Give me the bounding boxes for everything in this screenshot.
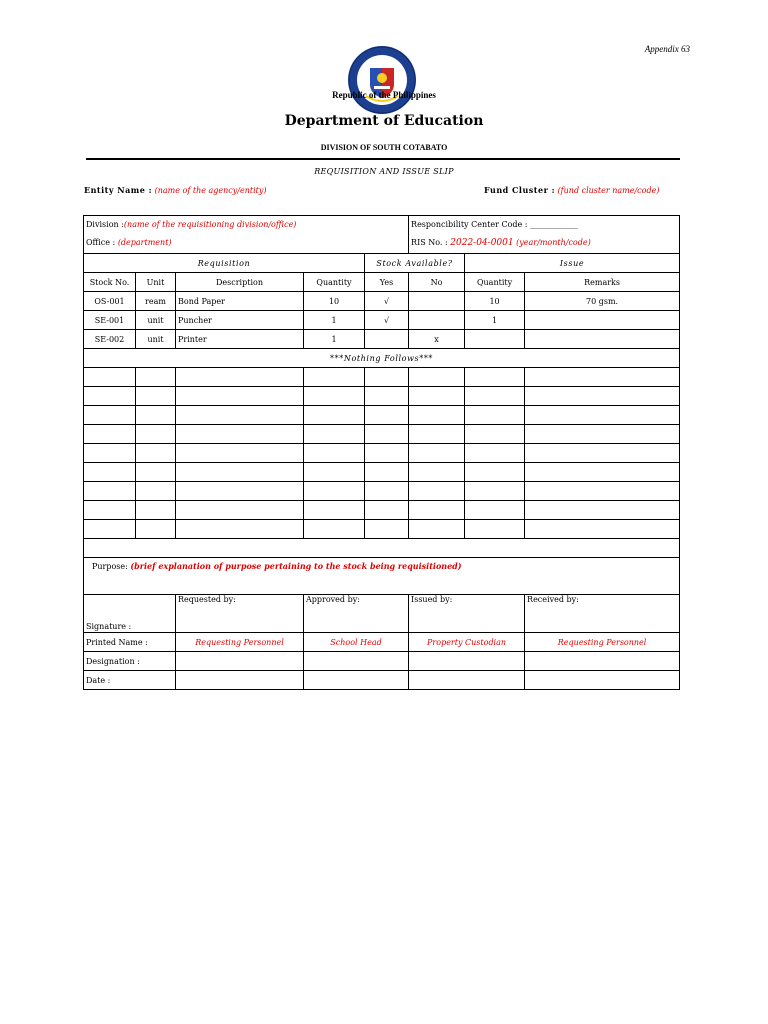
division-office-cell	[84, 216, 409, 254]
blank-cell[interactable]	[304, 387, 365, 406]
ris-no-value[interactable]: 2022-04-0001	[450, 238, 514, 248]
description-cell[interactable]: Puncher	[176, 311, 304, 330]
issue-quantity-cell[interactable]: 10	[465, 292, 525, 311]
description-cell[interactable]: Printer	[176, 330, 304, 349]
blank-cell[interactable]	[465, 368, 525, 387]
requested-by-date[interactable]	[176, 671, 304, 690]
blank-cell[interactable]	[525, 425, 680, 444]
fund-cluster-value[interactable]: (fund cluster name/code)	[557, 186, 660, 195]
spacer-row	[84, 539, 680, 558]
requested-by-name[interactable]: Requesting Personnel	[176, 633, 304, 652]
issued-by-designation[interactable]	[409, 652, 525, 671]
col-unit: Unit	[136, 273, 176, 292]
purpose-cell	[84, 558, 680, 595]
blank-cell[interactable]	[176, 387, 304, 406]
blank-cell[interactable]	[409, 501, 465, 520]
blank-cell[interactable]	[84, 387, 136, 406]
issued-by-header: Issued by:	[409, 595, 525, 633]
blank-row	[84, 406, 680, 425]
blank-cell[interactable]	[409, 368, 465, 387]
blank-row	[84, 482, 680, 501]
blank-cell[interactable]	[465, 387, 525, 406]
approved-by-header: Approved by:	[304, 595, 409, 633]
blank-cell[interactable]	[465, 406, 525, 425]
date-label: Date :	[84, 671, 176, 690]
blank-cell[interactable]	[409, 520, 465, 539]
blank-cell[interactable]	[365, 387, 409, 406]
table-row	[84, 330, 680, 349]
blank-cell[interactable]	[409, 425, 465, 444]
blank-cell[interactable]	[84, 406, 136, 425]
blank-cell[interactable]	[525, 520, 680, 539]
entity-name-value[interactable]: (name of the agency/entity)	[154, 186, 267, 195]
requisition-table	[83, 215, 680, 690]
col-issue-quantity: Quantity	[465, 273, 525, 292]
yes-cell[interactable]: √	[365, 311, 409, 330]
blank-row	[84, 463, 680, 482]
blank-row	[84, 501, 680, 520]
no-cell[interactable]	[409, 311, 465, 330]
blank-cell[interactable]	[365, 368, 409, 387]
received-by-name[interactable]: Requesting Personnel	[525, 633, 680, 652]
stock-no-cell[interactable]: SE-002	[84, 330, 136, 349]
unit-cell[interactable]: unit	[136, 311, 176, 330]
purpose-label: Purpose:	[92, 562, 128, 571]
entity-name-label: Entity Name :	[84, 185, 153, 195]
requested-by-designation[interactable]	[176, 652, 304, 671]
blank-cell[interactable]	[84, 520, 136, 539]
remarks-cell[interactable]: 70 gsm.	[525, 292, 680, 311]
blank-cell[interactable]	[84, 463, 136, 482]
requisition-group-header: Requisition	[84, 254, 365, 273]
description-cell[interactable]: Bond Paper	[176, 292, 304, 311]
blank-cell[interactable]	[465, 425, 525, 444]
blank-cell[interactable]	[176, 482, 304, 501]
blank-cell[interactable]	[176, 501, 304, 520]
blank-cell[interactable]	[304, 482, 365, 501]
blank-row	[84, 425, 680, 444]
blank-cell[interactable]	[525, 444, 680, 463]
blank-cell[interactable]	[84, 501, 136, 520]
blank-cell[interactable]	[365, 520, 409, 539]
blank-cell[interactable]	[136, 444, 176, 463]
rcc-ris-cell	[409, 216, 680, 254]
table-row	[84, 292, 680, 311]
appendix-label: Appendix 63	[644, 44, 690, 54]
col-quantity: Quantity	[304, 273, 365, 292]
issue-quantity-cell[interactable]	[465, 330, 525, 349]
quantity-cell[interactable]: 10	[304, 292, 365, 311]
fund-cluster-field	[484, 185, 659, 195]
blank-cell[interactable]	[465, 482, 525, 501]
received-by-designation[interactable]	[525, 652, 680, 671]
blank-cell[interactable]	[304, 425, 365, 444]
division-value[interactable]: (name of the requisitioning division/office)	[123, 220, 297, 229]
form-title: REQUISITION AND ISSUE SLIP	[314, 167, 454, 176]
remarks-cell[interactable]	[525, 311, 680, 330]
ris-no-format: (year/month/code)	[516, 238, 591, 247]
stock-no-cell[interactable]: SE-001	[84, 311, 136, 330]
blank-row	[84, 368, 680, 387]
col-yes: Yes	[365, 273, 409, 292]
nothing-follows-row: ***Nothing Follows***	[84, 349, 680, 368]
rcc-label: Responcibility Center Code :	[411, 220, 528, 229]
blank-cell[interactable]	[525, 368, 680, 387]
division-header: DIVISION OF SOUTH COTABATO	[320, 143, 448, 152]
blank-cell[interactable]	[176, 463, 304, 482]
yes-cell[interactable]: √	[365, 292, 409, 311]
blank-cell[interactable]	[409, 387, 465, 406]
blank-cell[interactable]	[136, 387, 176, 406]
blank-cell[interactable]	[84, 482, 136, 501]
blank-cell[interactable]	[136, 425, 176, 444]
blank-cell[interactable]	[525, 482, 680, 501]
blank-cell[interactable]	[84, 368, 136, 387]
header-divider	[86, 158, 680, 160]
fund-cluster-label: Fund Cluster :	[484, 185, 556, 195]
blank-cell[interactable]	[304, 463, 365, 482]
col-remarks: Remarks	[525, 273, 680, 292]
blank-cell[interactable]	[136, 406, 176, 425]
blank-cell[interactable]	[365, 463, 409, 482]
blank-cell[interactable]	[84, 444, 136, 463]
blank-cell[interactable]	[304, 444, 365, 463]
issue-quantity-cell[interactable]: 1	[465, 311, 525, 330]
republic-header: Republic of the Philippines	[332, 90, 436, 100]
deped-seal-logo	[346, 44, 418, 116]
unit-cell[interactable]: unit	[136, 330, 176, 349]
approved-by-date[interactable]	[304, 671, 409, 690]
entity-name-field	[84, 185, 266, 195]
purpose-value[interactable]: (brief explanation of purpose pertaining to the stock being requisitioned)	[130, 561, 462, 571]
blank-cell[interactable]	[365, 425, 409, 444]
office-value[interactable]: (department)	[117, 238, 172, 247]
blank-cell[interactable]	[304, 520, 365, 539]
blank-row	[84, 387, 680, 406]
blank-cell[interactable]	[465, 501, 525, 520]
department-title: Department of Education	[284, 113, 484, 129]
blank-cell[interactable]	[136, 368, 176, 387]
blank-cell[interactable]	[525, 463, 680, 482]
no-cell[interactable]	[409, 292, 465, 311]
quantity-cell[interactable]: 1	[304, 311, 365, 330]
blank-cell[interactable]	[136, 463, 176, 482]
blank-cell[interactable]	[136, 520, 176, 539]
blank-cell[interactable]	[525, 387, 680, 406]
blank-cell[interactable]	[409, 406, 465, 425]
blank-cell[interactable]	[136, 482, 176, 501]
designation-label: Designation :	[84, 652, 176, 671]
blank-cell[interactable]	[136, 501, 176, 520]
col-no: No	[409, 273, 465, 292]
blank-cell[interactable]	[409, 463, 465, 482]
blank-cell[interactable]	[176, 368, 304, 387]
issued-by-name[interactable]: Property Custodian	[409, 633, 525, 652]
blank-cell[interactable]	[176, 444, 304, 463]
blank-row	[84, 520, 680, 539]
blank-cell[interactable]	[465, 444, 525, 463]
blank-cell[interactable]	[84, 425, 136, 444]
requested-by-header: Requested by:	[176, 595, 304, 633]
stock-no-cell[interactable]: OS-001	[84, 292, 136, 311]
blank-cell[interactable]	[525, 501, 680, 520]
col-stock-no: Stock No.	[84, 273, 136, 292]
unit-cell[interactable]: ream	[136, 292, 176, 311]
blank-cell[interactable]	[304, 368, 365, 387]
received-by-date[interactable]	[525, 671, 680, 690]
division-label: Division :	[86, 220, 124, 229]
quantity-cell[interactable]: 1	[304, 330, 365, 349]
blank-cell[interactable]	[409, 444, 465, 463]
approved-by-designation[interactable]	[304, 652, 409, 671]
rcc-blank[interactable]: ____________	[530, 220, 579, 229]
blank-cell[interactable]	[176, 425, 304, 444]
ris-no-label: RIS No. :	[411, 238, 448, 247]
blank-row	[84, 444, 680, 463]
blank-cell[interactable]	[304, 406, 365, 425]
blank-cell[interactable]	[409, 482, 465, 501]
blank-cell[interactable]	[525, 406, 680, 425]
blank-cell[interactable]	[365, 444, 409, 463]
col-description: Description	[176, 273, 304, 292]
stock-available-group-header: Stock Available?	[365, 254, 465, 273]
no-cell[interactable]: x	[409, 330, 465, 349]
blank-cell[interactable]	[365, 501, 409, 520]
printed-name-label: Printed Name :	[84, 633, 176, 652]
blank-cell[interactable]	[176, 520, 304, 539]
signature-label: Signature :	[84, 595, 176, 633]
remarks-cell[interactable]	[525, 330, 680, 349]
blank-cell[interactable]	[304, 501, 365, 520]
blank-cell[interactable]	[176, 406, 304, 425]
office-label: Office :	[86, 238, 116, 247]
blank-cell[interactable]	[365, 482, 409, 501]
blank-cell[interactable]	[465, 463, 525, 482]
received-by-header: Received by:	[525, 595, 680, 633]
yes-cell[interactable]	[365, 330, 409, 349]
issued-by-date[interactable]	[409, 671, 525, 690]
table-row	[84, 311, 680, 330]
blank-cell[interactable]	[365, 406, 409, 425]
issue-group-header: Issue	[465, 254, 680, 273]
approved-by-name[interactable]: School Head	[304, 633, 409, 652]
blank-cell[interactable]	[465, 520, 525, 539]
